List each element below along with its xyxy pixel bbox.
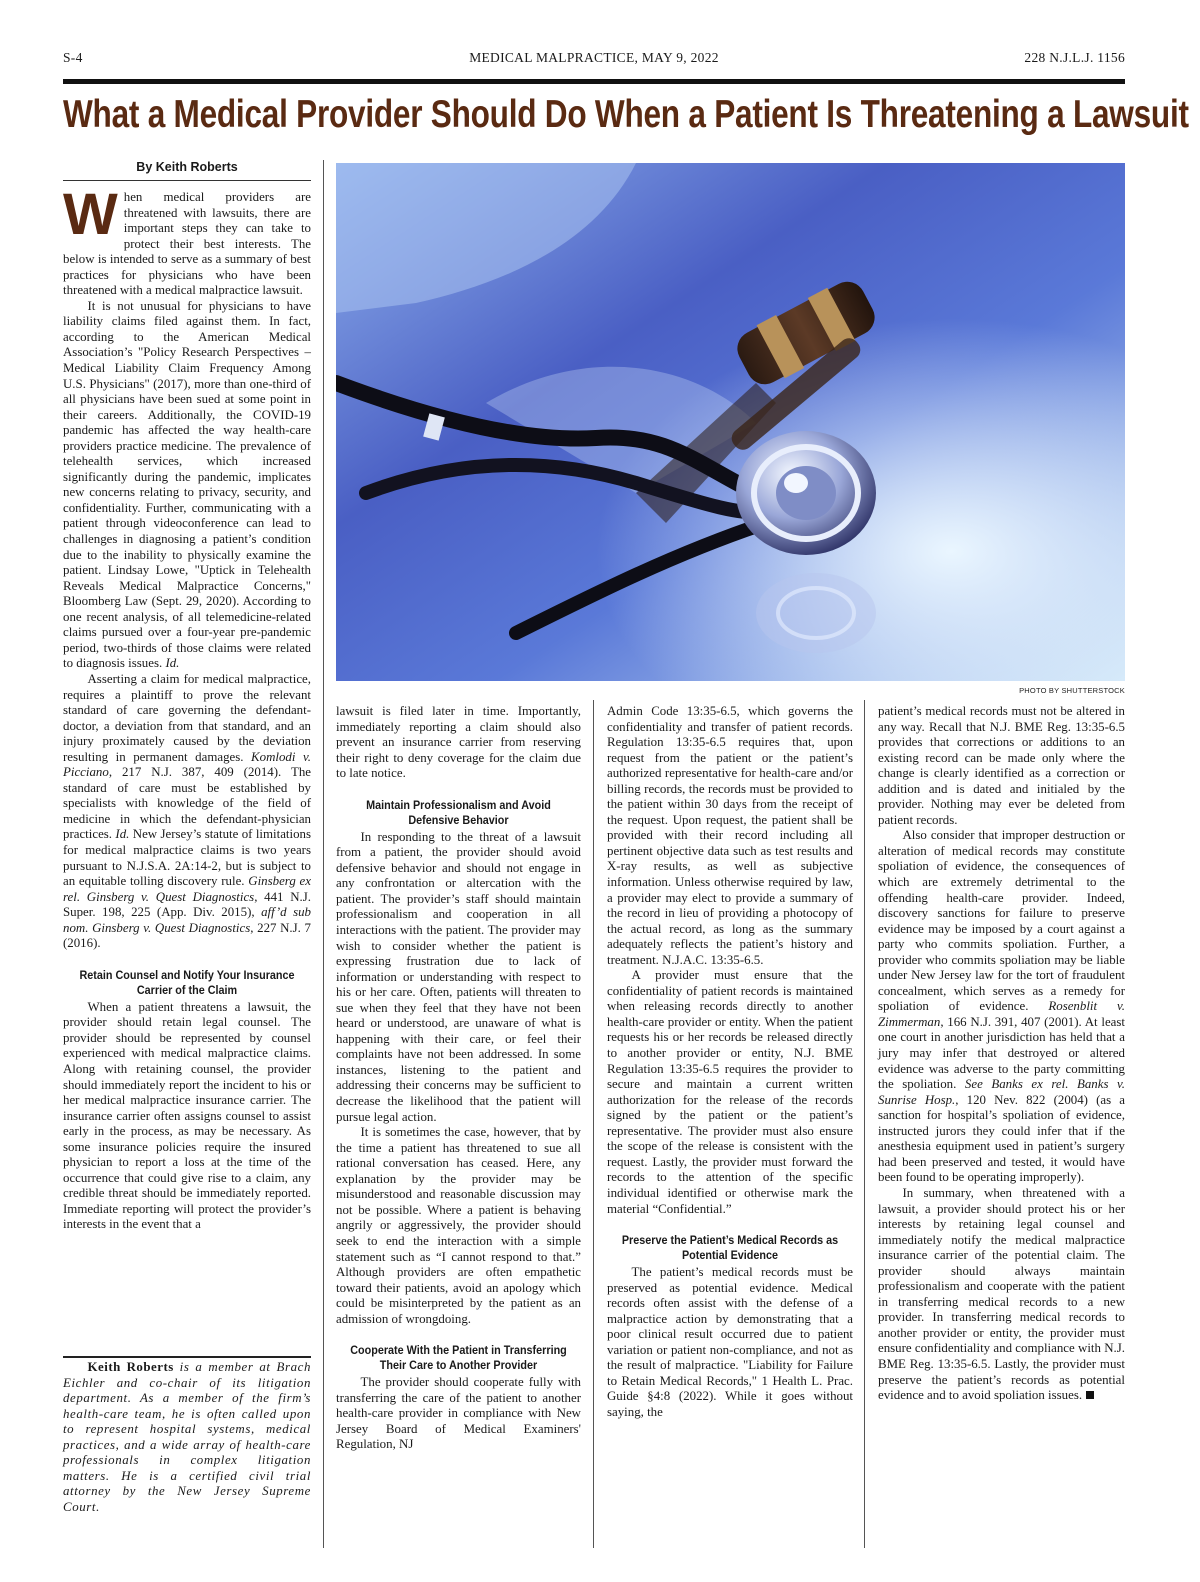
- article-column-1: [63, 182, 311, 1233]
- article-photo: [336, 163, 1125, 681]
- lead-text: hen medical providers are threatened with lawsuits, there are important steps they can take to protect their best interests. The below is intended to serve as a summary of best practices for physicians who have been threatened with a medical malpractice lawsuit.: [63, 190, 311, 298]
- paragraph: A provider must ensure that the confidentiality of patient records is maintained when releasing records directly to another health-care provider or entity. When the patient requests his or her records be released directly to another provider or entity, N.J. BME Regulation 13:35-6.5 requires the provider to secure and maintain a current written authorization for the release of the records signed by the patient or the patient’s representative. The provider must also ensure the scope of the release is consistent with the request. Lastly, the provider must forward the records to the attention of the specific individual identified or otherwise mark the material “Confidential.”: [607, 968, 853, 1216]
- bio-text: is a member at Brach Eichler and co-chair of its litigation department. As a member of the firm’s health-care team, he is often called upon to represent hospital systems, medical practices, and a wide array of health-care professionals in complex litigation matters. He is a certified civil trial attorney by the New Jersey Supreme Court.: [63, 1360, 311, 1514]
- paragraph-text: , 217 N.J. 387, 409 (2014). The standard of care must be established by specialists with knowledge of the field of medicine in which the defendant-physician practices.: [63, 765, 311, 842]
- paragraph-text: It is not unusual for physicians to have liability claims filed against them. In fact, according to the American Medical Association’s "Policy Research Perspectives – Medical Liability Claim Frequency Among U.S. Physicians" (2017), more than one-third of all physicians have been sued at some point in their careers. Additionally, the COVID-19 pandemic has affected the way health-care providers practice medicine. The prevalence of telehealth services, which increased significantly during the pandemic, implicates new concerns relating to privacy, security, and confidentiality. Further, communicating with a patient through videoconference can lead to challenges in diagnosing a patient’s condition due to the inability to physically examine the patient. Lindsay Lowe, "Uptick in Telehealth Reveals Medical Malpractice Concerns," Bloomberg Law (Sept. 29, 2020). According to one recent analysis, of all telemedicine-related claims pursued over a four-year pre-pandemic period, two-thirds of those claims were related to diagnosis issues.: [63, 298, 311, 671]
- paragraph: patient’s medical records must not be altered in any way. Recall that N.J. BME Reg. 13:35-6.5 provides that corrections or additions to an existing record can be made only where the change is clearly identified as a correction or addition and is dated and initialed by the provider. Nothing may ever be deleted from patient records.: [878, 704, 1125, 827]
- case-citation: aff’d sub nom. Ginsberg v. Quest Diagnostics: [63, 905, 311, 935]
- paragraph: The provider should cooperate fully with transferring the care of the patient to another health-care provider in compliance with New Jersey Board of Medical Examiners' Regulation, NJ: [336, 1375, 581, 1452]
- author-name: Keith Roberts: [87, 1360, 174, 1374]
- section-subhead: Cooperate With the Patient in Transferring Their Care to Another Provider: [350, 1343, 567, 1373]
- paragraph: The patient’s medical records must be preserved as potential evidence. Medical records often assist with the defense of a malpractice action by demonstrating that a poor clinical result occurred due to patient variation or patient non-compliance, and not as the result of malpractice. "Liability for Failure to Retain Medical Records," 1 Health L. Prac. Guide §4:8 (2022). While it goes without saying, the: [607, 1265, 853, 1419]
- article-column-3: [607, 704, 853, 1421]
- paragraph: [63, 672, 311, 952]
- paragraph-text: Asserting a claim for medical malpractice, requires a plaintiff to prove the relevant standard of care governing the defendant-doctor, a deviation from that standard, and an injury proximately caused by the deviation resulting in permanent damages.: [63, 671, 311, 764]
- lead-paragraph: [63, 182, 311, 299]
- article-column-2: [336, 704, 581, 1453]
- paragraph-text: , 227 N.J. 7 (2016).: [63, 920, 311, 951]
- paragraph: Admin Code 13:35-6.5, which governs the confidentiality and transfer of patient records. Regulation 13:35-6.5 requires that, upon request from the patient or the patient’s authorized representative for health-care and/or billing records, the records must be provided to the patient within 30 days from the receipt of the request. Upon request, the patient shall be provided with their record including all pertinent objective data such as test results and X-ray results, as well as subjective information. Unless otherwise required by law, a provider may elect to provide a summary of the record in lieu of providing a photocopy of the actual record, as long as the summary adequately reflects the patient’s history and treatment. N.J.A.C. 13:35-6.5.: [607, 704, 853, 967]
- running-header: [63, 50, 1125, 70]
- paragraph-text: New Jersey’s statute of limitations for medical malpractice claims is two years pursuant to N.J.S.A. 2A:14-2, but is subject to an equitable tolling discovery rule.: [63, 827, 311, 889]
- paragraph-text: Also consider that improper destruction or alteration of medical records may constitute spoliation of evidence, the consequences of which are extremely detrimental to the offending health-care provider. Indeed, discovery sanctions for failure to preserve evidence may be imposed by a court against a party who commits spoliation. Further, a provider who commits spoliation may be liable under New Jersey law for the tort of fraudulent concealment, which serves as a remedy for spoliation of evidence.: [878, 828, 1125, 1014]
- byline: By Keith Roberts: [136, 160, 238, 174]
- citation: Id.: [165, 656, 180, 671]
- column-divider: [323, 160, 324, 1548]
- column-divider: [864, 700, 865, 1548]
- section-subhead: Retain Counsel and Notify Your Insurance Carrier of the Claim: [79, 967, 295, 997]
- bio-rule: [63, 1356, 311, 1358]
- byline-rule: [63, 180, 311, 181]
- paragraph: It is sometimes the case, however, that by the time a patient has threatened to sue all rational conversation has ceased. Here, any explanation by the provider may be misunderstood and reasonable discussion may not be possible. Where a patient is behaving angrily or aggressively, the provider should seek to end the interaction with a simple statement such as “I cannot respond to that.” Although providers are often empathetic toward their patients, avoid an apology which could be misinterpreted by the patient as an admission of wrongdoing.: [336, 1125, 581, 1326]
- header-rule: [63, 79, 1125, 84]
- citation: Id.: [115, 827, 130, 842]
- paragraph-text: In summary, when threatened with a lawsuit, a provider should protect his or her interests by retaining legal counsel and immediately notify the medical malpractice insurance carrier of the potential claim. The provider should always maintain professionalism and cooperate with the patient in transferring medical records to a new provider. In transferring medical records to another provider or entity, the provider must ensure confidentiality and compliance with N.J. BME Reg. 13:35-6.5. Lastly, the provider must preserve the patient’s records as potential evidence and to avoid spoliation issues.: [878, 1185, 1125, 1403]
- page-number: S-4: [63, 50, 83, 65]
- case-citation: Rosenblit v. Zimmerman: [878, 999, 1125, 1029]
- paragraph: When a patient threatens a lawsuit, the provider should retain legal counsel. The provider should be represented by counsel experienced with medical malpractice claims. Along with retaining counsel, the provider should immediately report the incident to his or her medical malpractice insurance carrier. The insurance carrier often assigns counsel to assist early in the process, as may be necessary. As some insurance policies require the insured physician to report a loss at the time of the occurrence that could give rise to a claim, any credible threat should be immediately reported. Immediate reporting will protect the provider’s interests in the event that a: [63, 999, 311, 1232]
- end-mark-icon: [1086, 1391, 1094, 1399]
- paragraph: In responding to the threat of a lawsuit from a patient, the provider should avoid defensive behavior and should not engage in any confrontation or altercation with the patient. The provider’s staff should maintain professionalism and cooperation in all interactions with the patient. The provider may wish to consider whether the patient is expressing frustration due to lack of information or understanding with respect to his or her care. Often, patients will threaten to sue when they feel that they have not been heard or understood, are unaware of what is happening with their care, or feel their complaints have not been addressed. In some instances, listening to the patient and addressing their concerns may be sufficient to decrease the likelihood that the patient will pursue legal action.: [336, 829, 581, 1124]
- journal-citation: 228 N.J.L.J. 1156: [1024, 50, 1125, 65]
- paragraph: [878, 1186, 1125, 1404]
- stethoscope-gavel-illustration: [336, 163, 1125, 681]
- paragraph-text: , 120 Nev. 822 (2004) (as a sanction for hospital’s spoliation of evidence, instructed jurors they could infer that if the anesthesia equipment used in patient’s surgery had been preserved and tested, it would have been found to be operating improperly).: [878, 1092, 1125, 1185]
- article-headline: What a Medical Provider Should Do When a Patient Is Threatening a Lawsuit: [63, 93, 1189, 136]
- paragraph: [63, 299, 311, 672]
- case-citation: Ginsberg ex rel. Ginsberg v. Quest Diagnostics: [63, 874, 311, 904]
- column-divider: [593, 700, 594, 1548]
- newspaper-page: [63, 0, 1189, 1582]
- case-citation: See Banks ex rel. Banks v. Sunrise Hosp.: [878, 1077, 1125, 1107]
- paragraph-text: , 441 N.J. Super. 198, 225 (App. Div. 2015),: [63, 889, 311, 920]
- section-subhead: Maintain Professionalism and Avoid Defensive Behavior: [366, 797, 551, 827]
- section-date: MEDICAL MALPRACTICE, MAY 9, 2022: [469, 50, 719, 65]
- paragraph-text: , 166 N.J. 391, 407 (2001). At least one court in another jurisdiction has held that a jury may infer that destroyed or altered evidence was adverse to the party committing the spoliation.: [878, 1014, 1125, 1092]
- photo-credit: PHOTO BY SHUTTERSTOCK: [1019, 686, 1125, 695]
- paragraph: lawsuit is filed later in time. Importantly, immediately reporting a claim should also prevent an insurance carrier from reserving their right to deny coverage for the claim due to late notice.: [336, 704, 581, 781]
- section-subhead: Preserve the Patient’s Medical Records as Potential Evidence: [621, 1233, 839, 1263]
- case-citation: Komlodi v. Picciano: [63, 749, 311, 780]
- paragraph: [878, 828, 1125, 1186]
- drop-cap: W: [63, 182, 118, 247]
- author-bio: [63, 1360, 311, 1515]
- article-column-4: [878, 704, 1125, 1404]
